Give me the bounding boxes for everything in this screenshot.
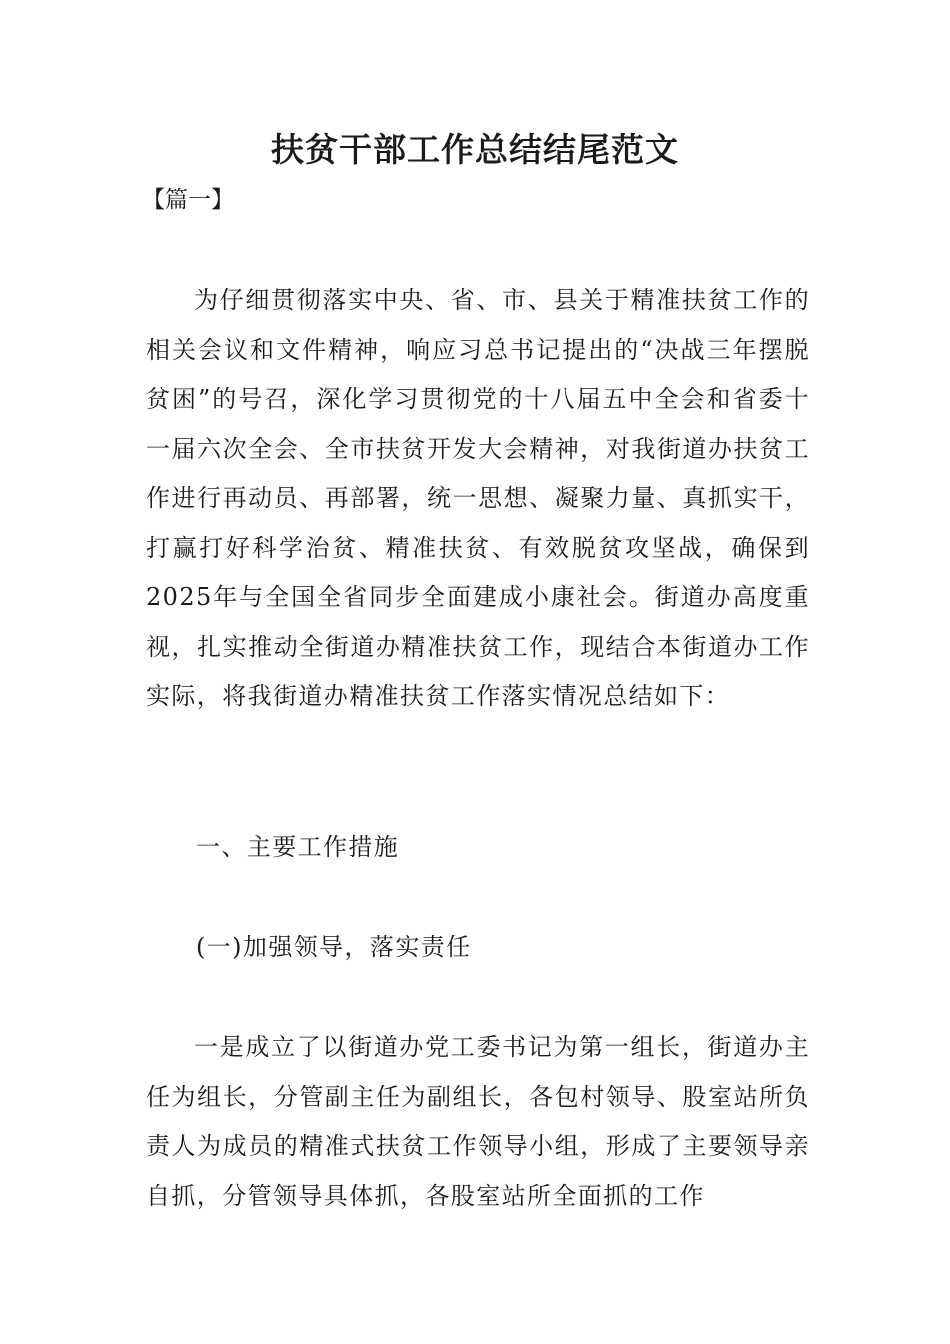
subsection-heading: (一)加强领导，落实责任	[196, 933, 472, 961]
intro-paragraph: 为仔细贯彻落实中央、省、市、县关于精准扶贫工作的相关会议和文件精神，响应习总书记提出的“决战三年摆脱贫困”的号召，深化学习贯彻党的十八届五中全会和省委十一届六次全会、全市扶贫开发大会精神，对我街道办扶贫工作进行再动员、再部署，统一思想、凝聚力量、真抓实干，打赢打好科学治贫、精准扶贫、有效脱贫攻坚战，确保到2025年与全国全省同步全面建成小康社会。街道办高度重视，扎实推动全街道办精准扶贫工作，现结合本街道办工作实际，将我街道办精准扶贫工作落实情况总结如下：	[146, 286, 810, 710]
section-heading: 一、主要工作措施	[196, 833, 400, 861]
body-paragraph: 一是成立了以街道办党工委书记为第一组长，街道办主任为组长，分管副主任为副组长，各包村领导、股室站所负责人为成员的精准式扶贫工作领导小组，形成了主要领导亲自抓，分管领导具体抓，各股室站所全面抓的工作	[146, 1033, 810, 1210]
section-tag: 【篇一】	[142, 187, 234, 213]
document-title: 扶贫干部工作总结结尾范文	[271, 130, 679, 169]
